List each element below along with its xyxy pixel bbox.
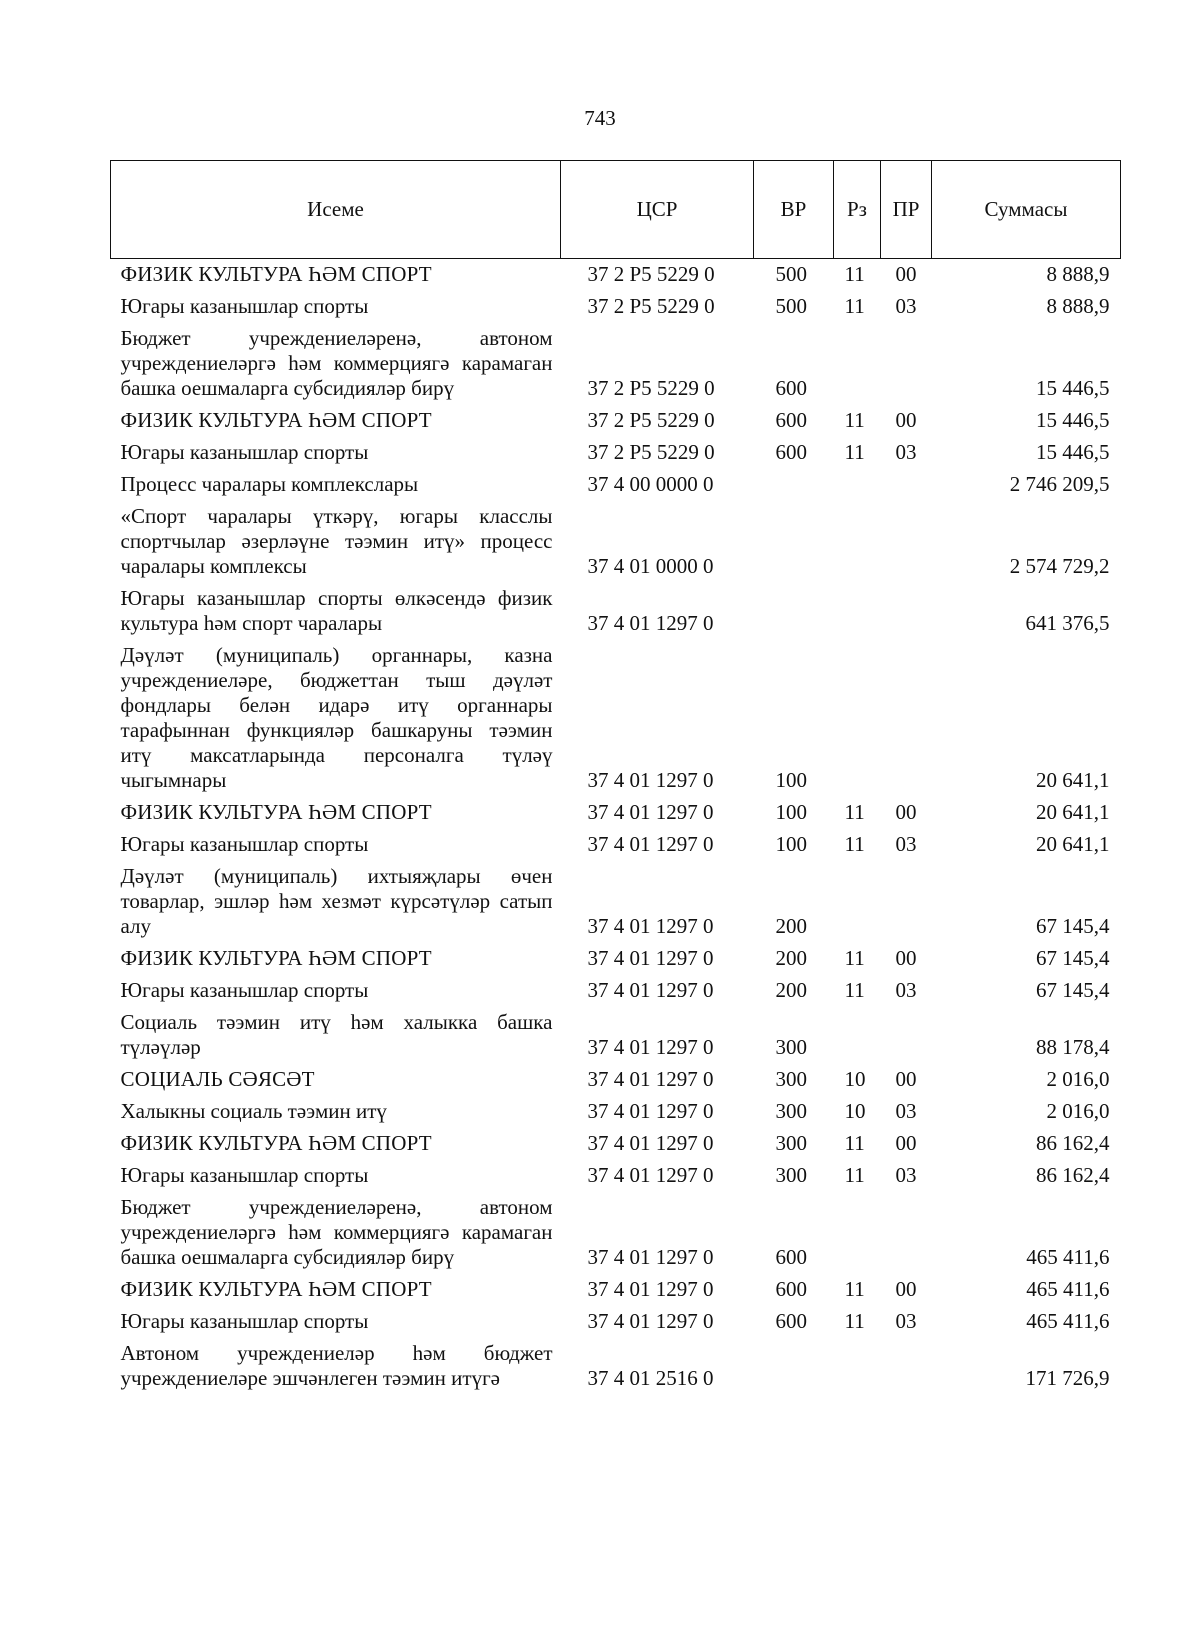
- row-name-text: Дәүләт (муниципаль) органнары, казна учреждениеләре, бюджеттан тыш дәүләт фондлары белән идарә итү органнары тарафыннан функцияләр башкаруны тәэмин итү максатларында персоналга түләү чыгымнары: [120, 643, 553, 792]
- table-row: [111, 1124, 1121, 1156]
- cell-sum: 15 446,5: [1036, 376, 1110, 400]
- cell-csr: 37 2 P5 5229 0: [587, 262, 715, 286]
- cell-rz: 11: [844, 800, 865, 824]
- cell-vr: 500: [775, 294, 807, 318]
- cell-rz: 11: [844, 1163, 865, 1187]
- cell-pr: [881, 579, 932, 636]
- cell-csr: 37 2 P5 5229 0: [587, 294, 715, 318]
- cell-vr: 200: [775, 978, 807, 1002]
- cell-pr: [881, 857, 932, 939]
- cell-csr: 37 4 01 1297 0: [587, 1067, 714, 1091]
- cell-vr: 200: [775, 946, 807, 970]
- cell-sum: 67 145,4: [1036, 978, 1110, 1002]
- cell-sum: 2 016,0: [1046, 1099, 1110, 1123]
- cell-csr: 37 4 01 1297 0: [587, 946, 714, 970]
- table-row: [111, 497, 1121, 579]
- cell-name: [111, 465, 561, 497]
- cell-name: [111, 825, 561, 857]
- cell-vr: 300: [775, 1099, 807, 1123]
- table-row: [111, 1302, 1121, 1334]
- cell-name: [111, 259, 561, 288]
- cell-rz: 11: [844, 946, 865, 970]
- cell-pr: 00: [895, 1131, 917, 1155]
- cell-rz: [834, 636, 881, 793]
- row-name-text: Процесс чаралары комплекслары: [120, 472, 419, 496]
- cell-sum: 15 446,5: [1036, 440, 1110, 464]
- cell-name: [111, 1302, 561, 1334]
- cell-csr: 37 4 01 1297 0: [587, 1099, 714, 1123]
- row-name-text: «Спорт чаралары үткәрү, югары класслы спортчылар әзерләүне тәэмин итү» процесс чаралары комплексы: [120, 504, 553, 578]
- cell-sum: 86 162,4: [1036, 1131, 1110, 1155]
- header-name: Исеме: [111, 161, 561, 259]
- cell-name: [111, 1188, 561, 1270]
- cell-csr: 37 4 01 1297 0: [587, 768, 714, 792]
- cell-pr: 03: [895, 1309, 917, 1333]
- cell-pr: 00: [895, 1067, 917, 1091]
- header-csr: ЦСР: [561, 161, 754, 259]
- cell-sum: 20 641,1: [1036, 768, 1110, 792]
- cell-vr: 500: [775, 262, 807, 286]
- cell-sum: 20 641,1: [1036, 800, 1110, 824]
- cell-pr: [881, 497, 932, 579]
- row-name-text: Социаль тәэмин итү һәм халыкка башка түләүләр: [120, 1010, 553, 1059]
- cell-csr: 37 4 01 1297 0: [587, 1131, 714, 1155]
- row-name-text: ФИЗИК КУЛЬТУРА ҺӘМ СПОРТ: [120, 946, 432, 970]
- row-name-text: ФИЗИК КУЛЬТУРА ҺӘМ СПОРТ: [120, 1131, 432, 1155]
- cell-pr: [881, 1003, 932, 1060]
- cell-pr: 03: [895, 832, 917, 856]
- cell-pr: [881, 1188, 932, 1270]
- header-pr: ПР: [881, 161, 932, 259]
- cell-rz: 11: [844, 1131, 865, 1155]
- cell-rz: [834, 579, 881, 636]
- row-name-text: ФИЗИК КУЛЬТУРА ҺӘМ СПОРТ: [120, 408, 432, 432]
- cell-name: [111, 497, 561, 579]
- cell-csr: 37 4 00 0000 0: [587, 472, 714, 496]
- cell-pr: 00: [895, 800, 917, 824]
- cell-vr: [754, 497, 834, 579]
- cell-vr: 300: [775, 1163, 807, 1187]
- cell-pr: 03: [895, 978, 917, 1002]
- table-row: [111, 939, 1121, 971]
- row-name-text: Автоном учреждениеләр һәм бюджет учреждениеләре эшчәнлеген тәэмин итүгә: [120, 1341, 553, 1390]
- cell-rz: 11: [844, 1309, 865, 1333]
- cell-vr: 300: [775, 1067, 807, 1091]
- cell-name: [111, 1156, 561, 1188]
- cell-vr: 100: [775, 832, 807, 856]
- budget-table: [110, 160, 1121, 1391]
- row-name-text: Югары казанышлар спорты өлкәсендә физик культура һәм спорт чаралары: [120, 586, 553, 635]
- cell-csr: 37 4 01 1297 0: [587, 914, 714, 938]
- cell-sum: 88 178,4: [1036, 1035, 1110, 1059]
- cell-rz: [834, 1334, 881, 1391]
- table-header: [111, 161, 1121, 259]
- cell-csr: 37 2 P5 5229 0: [587, 376, 715, 400]
- row-name-text: СОЦИАЛЬ СӘЯСӘТ: [120, 1067, 315, 1091]
- cell-vr: 600: [775, 1277, 807, 1301]
- cell-csr: 37 4 01 1297 0: [587, 1245, 714, 1269]
- cell-csr: 37 4 01 1297 0: [587, 832, 714, 856]
- cell-csr: 37 2 P5 5229 0: [587, 440, 715, 464]
- table-row: [111, 1003, 1121, 1060]
- cell-sum: 2 016,0: [1046, 1067, 1110, 1091]
- cell-name: [111, 1003, 561, 1060]
- row-name-text: Югары казанышлар спорты: [120, 1163, 369, 1187]
- cell-rz: 11: [844, 408, 865, 432]
- row-name-text: Халыкны социаль тәэмин итү: [120, 1099, 387, 1123]
- cell-sum: 15 446,5: [1036, 408, 1110, 432]
- cell-csr: 37 4 01 1297 0: [587, 978, 714, 1002]
- cell-vr: [754, 579, 834, 636]
- cell-vr: 600: [775, 376, 807, 400]
- cell-name: [111, 857, 561, 939]
- cell-csr: 37 4 01 1297 0: [587, 1309, 714, 1333]
- cell-sum: 171 726,9: [1025, 1366, 1110, 1390]
- cell-csr: 37 4 01 0000 0: [587, 554, 714, 578]
- cell-csr: 37 4 01 1297 0: [587, 800, 714, 824]
- table-row: [111, 825, 1121, 857]
- cell-name: [111, 1092, 561, 1124]
- cell-vr: 600: [775, 440, 807, 464]
- cell-csr: 37 4 01 1297 0: [587, 1277, 714, 1301]
- table-row: [111, 465, 1121, 497]
- cell-pr: [881, 636, 932, 793]
- cell-name: [111, 433, 561, 465]
- cell-pr: 00: [895, 262, 917, 286]
- cell-sum: 67 145,4: [1036, 914, 1110, 938]
- table-row: [111, 1334, 1121, 1391]
- cell-name: [111, 939, 561, 971]
- cell-sum: 641 376,5: [1025, 611, 1110, 635]
- cell-csr: 37 4 01 1297 0: [587, 1035, 714, 1059]
- cell-name: [111, 1060, 561, 1092]
- cell-vr: 100: [775, 768, 807, 792]
- cell-sum: 20 641,1: [1036, 832, 1110, 856]
- cell-sum: 2 574 729,2: [1009, 554, 1110, 578]
- table-row: [111, 579, 1121, 636]
- cell-rz: [834, 497, 881, 579]
- cell-rz: [834, 857, 881, 939]
- header-vr: ВР: [754, 161, 834, 259]
- table-row: [111, 1156, 1121, 1188]
- cell-pr: [881, 319, 932, 401]
- cell-rz: 10: [844, 1099, 866, 1123]
- cell-sum: 2 746 209,5: [1009, 472, 1110, 496]
- cell-pr: 03: [895, 294, 917, 318]
- row-name-text: Югары казанышлар спорты: [120, 832, 369, 856]
- cell-name: [111, 636, 561, 793]
- cell-csr: 37 2 P5 5229 0: [587, 408, 715, 432]
- table-row: [111, 971, 1121, 1003]
- cell-sum: 465 411,6: [1026, 1245, 1110, 1269]
- cell-sum: 86 162,4: [1036, 1163, 1110, 1187]
- cell-name: [111, 1270, 561, 1302]
- table-row: [111, 287, 1121, 319]
- row-name-text: ФИЗИК КУЛЬТУРА ҺӘМ СПОРТ: [120, 800, 432, 824]
- row-name-text: Дәүләт (муниципаль) ихтыяҗлары өчен товарлар, эшләр һәм хезмәт күрсәтүләр сатып алу: [120, 864, 553, 938]
- cell-name: [111, 287, 561, 319]
- cell-name: [111, 971, 561, 1003]
- cell-sum: 67 145,4: [1036, 946, 1110, 970]
- cell-csr: 37 4 01 2516 0: [587, 1366, 714, 1390]
- cell-pr: 03: [895, 1163, 917, 1187]
- cell-sum: 465 411,6: [1026, 1277, 1110, 1301]
- header-rz: Рз: [834, 161, 881, 259]
- cell-sum: 8 888,9: [1046, 262, 1110, 286]
- cell-pr: 03: [895, 440, 917, 464]
- cell-vr: 300: [775, 1131, 807, 1155]
- cell-csr: 37 4 01 1297 0: [587, 1163, 714, 1187]
- cell-name: [111, 1334, 561, 1391]
- cell-rz: [834, 1188, 881, 1270]
- table-row: [111, 1188, 1121, 1270]
- cell-pr: 00: [895, 1277, 917, 1301]
- cell-rz: 11: [844, 978, 865, 1002]
- cell-rz: [834, 319, 881, 401]
- table-row: [111, 433, 1121, 465]
- row-name-text: Югары казанышлар спорты: [120, 1309, 369, 1333]
- cell-rz: 11: [844, 440, 865, 464]
- cell-rz: 10: [844, 1067, 866, 1091]
- table-row: [111, 1060, 1121, 1092]
- page-number: 743: [584, 106, 616, 130]
- table-body: [111, 259, 1121, 1392]
- cell-name: [111, 1124, 561, 1156]
- row-name-text: Бюджет учреждениеләренә, автоном учреждениеләргә һәм коммерциягә карамаган башка оешмаларга субсидияләр бирү: [120, 1195, 553, 1269]
- table-row: [111, 401, 1121, 433]
- cell-name: [111, 793, 561, 825]
- header-sum: Суммасы: [932, 161, 1121, 259]
- table-row: [111, 1092, 1121, 1124]
- table-row: [111, 1270, 1121, 1302]
- table-row: [111, 259, 1121, 288]
- cell-sum: 465 411,6: [1026, 1309, 1110, 1333]
- row-name-text: Югары казанышлар спорты: [120, 440, 369, 464]
- row-name-text: ФИЗИК КУЛЬТУРА ҺӘМ СПОРТ: [120, 1277, 432, 1301]
- cell-name: [111, 319, 561, 401]
- cell-rz: [834, 465, 881, 497]
- cell-vr: 600: [775, 408, 807, 432]
- row-name-text: Югары казанышлар спорты: [120, 294, 369, 318]
- row-name-text: Югары казанышлар спорты: [120, 978, 369, 1002]
- cell-vr: 600: [775, 1245, 807, 1269]
- cell-pr: 03: [895, 1099, 917, 1123]
- cell-vr: [754, 1334, 834, 1391]
- cell-rz: 11: [844, 262, 865, 286]
- cell-rz: 11: [844, 832, 865, 856]
- cell-sum: 8 888,9: [1046, 294, 1110, 318]
- cell-vr: 200: [775, 914, 807, 938]
- cell-name: [111, 579, 561, 636]
- cell-csr: 37 4 01 1297 0: [587, 611, 714, 635]
- cell-pr: [881, 465, 932, 497]
- cell-vr: 600: [775, 1309, 807, 1333]
- cell-vr: [754, 465, 834, 497]
- row-name-text: Бюджет учреждениеләренә, автоном учреждениеләргә һәм коммерциягә карамаган башка оешмаларга субсидияләр бирү: [120, 326, 553, 400]
- cell-rz: 11: [844, 294, 865, 318]
- cell-pr: [881, 1334, 932, 1391]
- table-row: [111, 319, 1121, 401]
- table-row: [111, 793, 1121, 825]
- cell-rz: [834, 1003, 881, 1060]
- cell-pr: 00: [895, 946, 917, 970]
- cell-vr: 100: [775, 800, 807, 824]
- cell-pr: 00: [895, 408, 917, 432]
- table-row: [111, 636, 1121, 793]
- row-name-text: ФИЗИК КУЛЬТУРА ҺӘМ СПОРТ: [120, 262, 432, 286]
- cell-rz: 11: [844, 1277, 865, 1301]
- cell-vr: 300: [775, 1035, 807, 1059]
- table-row: [111, 857, 1121, 939]
- cell-name: [111, 401, 561, 433]
